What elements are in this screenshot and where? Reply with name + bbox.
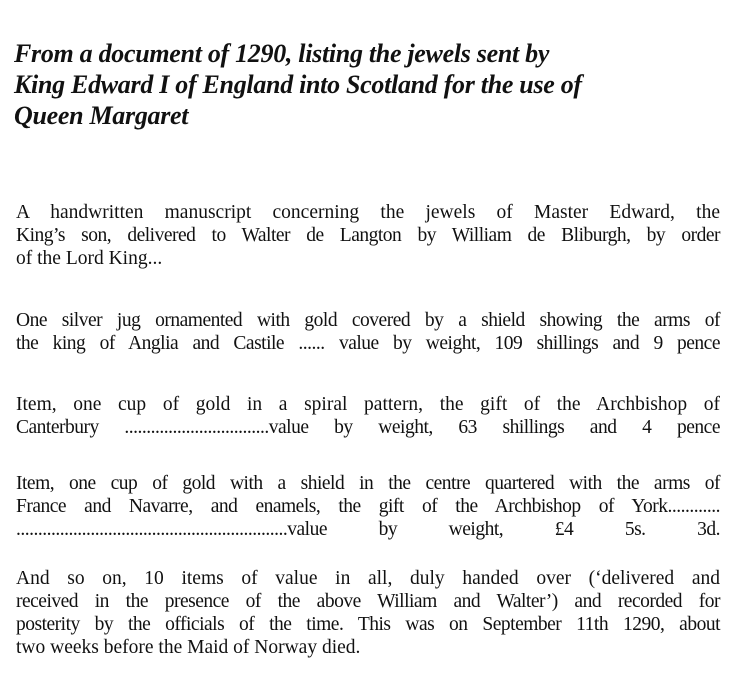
item-paragraph-spiral-cup — [16, 393, 720, 439]
text-line: two weeks before the Maid of Norway died. — [16, 637, 361, 658]
title-line: Queen Margaret — [14, 101, 189, 130]
closing-paragraph — [16, 567, 720, 659]
text-line: France and Navarre, and enamels, the gift of the Archbishop of York............ — [16, 496, 720, 517]
title-line: From a document of 1290, listing the jewels sent by — [14, 39, 550, 68]
text-line: the king of Anglia and Castile ...... value by weight, 109 shillings and 9 pence — [16, 333, 720, 354]
text-line: ..............................................................value by weight, £4 5s. 3d. — [16, 519, 720, 540]
title-line: King Edward I of England into Scotland for the use of — [14, 70, 582, 99]
text-line: Item, one cup of gold in a spiral pattern, the gift of the Archbishop of — [16, 394, 720, 415]
text-line: A handwritten manuscript concerning the jewels of Master Edward, the — [16, 202, 720, 223]
intro-paragraph — [16, 201, 720, 270]
document-title — [14, 38, 714, 131]
text-line: One silver jug ornamented with gold covered by a shield showing the arms of — [16, 310, 720, 331]
text-line: Item, one cup of gold with a shield in the centre quartered with the arms of — [16, 473, 720, 494]
text-line: And so on, 10 items of value in all, duly handed over (‘delivered and — [16, 568, 720, 589]
item-paragraph-shield-cup — [16, 472, 720, 541]
text-line: received in the presence of the above William and Walter’) and recorded for — [16, 591, 720, 612]
item-paragraph-silver-jug — [16, 309, 720, 355]
text-line: of the Lord King... — [16, 248, 163, 269]
text-line: posterity by the officials of the time. This was on September 11th 1290, about — [16, 614, 720, 635]
text-line: King’s son, delivered to Walter de Langton by William de Bliburgh, by order — [16, 225, 720, 246]
text-line: Canterbury .................................value by weight, 63 shillings and 4 pence — [16, 417, 720, 438]
